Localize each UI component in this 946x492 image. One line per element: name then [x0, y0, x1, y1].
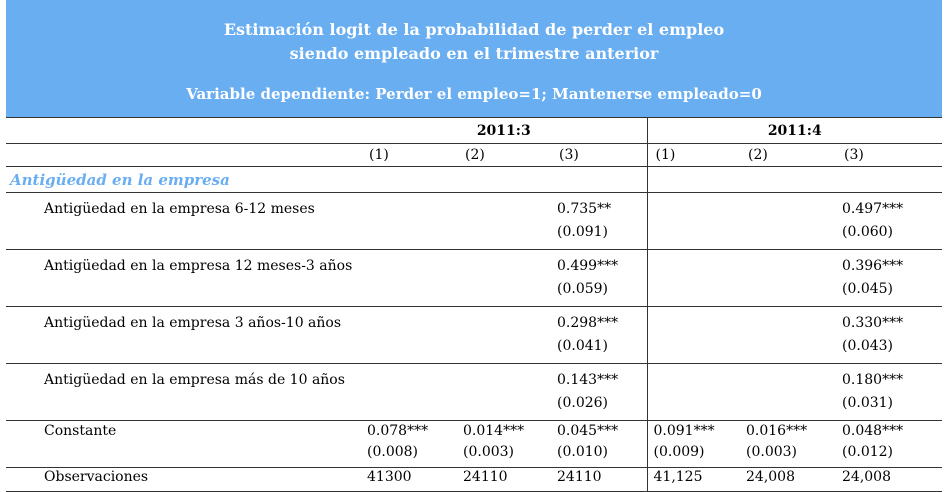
value-cell: 0.143*** (0.026) [551, 364, 647, 421]
value-cell: 0.091*** (0.009) [647, 421, 740, 468]
period-2011-3: 2011:3 [361, 118, 647, 144]
regression-table-container [6, 0, 942, 492]
section-label: Antigüedad en la empresa [6, 167, 647, 193]
value-cell: 24,008 [740, 468, 836, 492]
table-row [6, 250, 942, 307]
row-label: Constante [6, 421, 361, 468]
table-title-line1: Estimación logit de la probabilidad de perder el empleo [223, 20, 725, 39]
value-cell: 0.045*** (0.010) [551, 421, 647, 468]
dependent-variable-note: Variable dependiente: Perder el empleo=1; Mantenerse empleado=0 [186, 85, 762, 103]
table-row [6, 193, 942, 250]
value-cell: 0.048*** (0.012) [836, 421, 942, 468]
value-cell: 41300 [361, 468, 457, 492]
value-cell: 24110 [457, 468, 551, 492]
table-row [6, 307, 942, 364]
constant-row [6, 421, 942, 468]
col-num: (1) [361, 144, 457, 167]
table-header [6, 0, 942, 117]
col-num: (2) [457, 144, 551, 167]
row-label: Antigüedad en la empresa 3 años-10 años [6, 307, 361, 364]
col-num: (1) [647, 144, 740, 167]
row-label: Antigüedad en la empresa más de 10 años [6, 364, 361, 421]
value-cell: 0.014*** (0.003) [457, 421, 551, 468]
value-cell: 0.497*** (0.060) [836, 193, 942, 250]
value-cell: 0.180*** (0.031) [836, 364, 942, 421]
value-cell: 0.499*** (0.059) [551, 250, 647, 307]
column-number-row [6, 144, 942, 167]
period-header-row [6, 118, 942, 144]
row-label: Antigüedad en la empresa 12 meses-3 años [6, 250, 361, 307]
regression-table [6, 117, 942, 492]
value-cell: 0.078*** (0.008) [361, 421, 457, 468]
section-row [6, 167, 942, 193]
value-cell: 0.735** (0.091) [551, 193, 647, 250]
value-cell: 41,125 [647, 468, 740, 492]
observations-row [6, 468, 942, 492]
table-row [6, 364, 942, 421]
col-num: (2) [740, 144, 836, 167]
col-num: (3) [836, 144, 942, 167]
row-label: Antigüedad en la empresa 6-12 meses [6, 193, 361, 250]
row-label: Observaciones [6, 468, 361, 492]
value-cell: 0.016*** (0.003) [740, 421, 836, 468]
value-cell: 0.298*** (0.041) [551, 307, 647, 364]
value-cell: 0.396*** (0.045) [836, 250, 942, 307]
period-2011-4: 2011:4 [647, 118, 942, 144]
col-num: (3) [551, 144, 647, 167]
value-cell: 24110 [551, 468, 647, 492]
value-cell: 0.330*** (0.043) [836, 307, 942, 364]
table-title-line2: siendo empleado en el trimestre anterior [289, 44, 659, 63]
value-cell: 24,008 [836, 468, 942, 492]
